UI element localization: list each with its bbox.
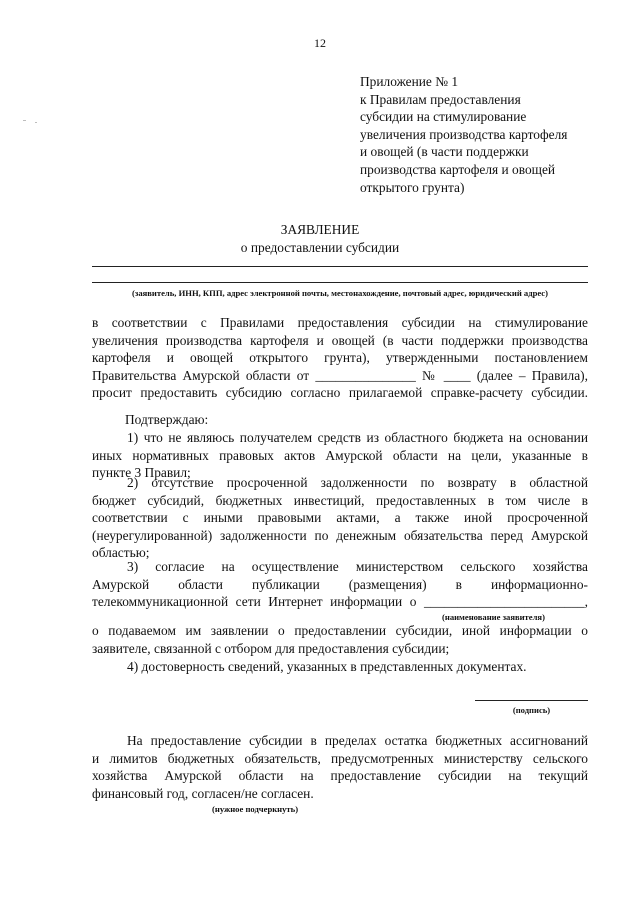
final-paragraph — [92, 732, 588, 802]
document-subtitle: о предоставлении субсидии — [240, 240, 400, 255]
text-line: в соответствии с Правилами предоставления субсидии на стимулирование — [92, 315, 588, 330]
applicant-line[interactable] — [92, 282, 588, 283]
item-3 — [92, 558, 588, 611]
text-line: о подаваемом им заявлении о предоставлении субсидии, иной информации о — [92, 623, 588, 638]
appendix-line: производства картофеля и овощей — [360, 161, 556, 177]
applicant-caption: (заявитель, ИНН, КПП, адрес электронной почты, местонахождение, почтовый адрес, юридический адрес) — [132, 288, 548, 298]
text-line: На предоставление субсидии в пределах остатка бюджетных ассигнований — [127, 733, 588, 748]
item-4: 4) достоверность сведений, указанных в представленных документах. — [127, 659, 527, 674]
appendix-line: открытого грунта) — [360, 179, 465, 195]
appendix-line: увеличения производства картофеля — [360, 126, 568, 142]
text-line: 2) отсутствие просроченной задолженности по возврату в областной — [127, 475, 588, 490]
applicant-line[interactable] — [92, 266, 588, 267]
text-line: соответствии с иными правовыми актами, а также иной просроченной — [92, 510, 588, 526]
text-line: (неурегулированной) задолженности по денежным обязательства перед Амурской — [92, 527, 588, 543]
text-line: увеличения производства картофеля и овощей (в части поддержки производства — [92, 332, 588, 348]
item-2 — [92, 474, 588, 562]
text-line: бюджет субсидий, бюджетных инвестиций, предоставленных в том числе в — [92, 492, 588, 508]
text-line: хозяйства Амурской области на предоставление субсидии на текущий — [92, 768, 588, 784]
text-line: и лимитов бюджетных обязательств, предусмотренных министерству сельского — [92, 750, 588, 766]
text-line: заявителе, связанной с отбором для предоставления субсидии; — [92, 640, 450, 656]
intro-paragraph — [92, 314, 588, 402]
item-3-continued — [92, 622, 588, 657]
text-line: телекоммуникационной сети Интернет информации о ________________________, — [92, 594, 588, 610]
text-line: иных нормативных правовых актов Амурской области на цели, указанные в — [92, 447, 588, 463]
text-line: Амурской области публикации (размещения) в информационно- — [92, 576, 588, 592]
text-line: 1) что не являюсь получателем средств из областного бюджета на основании — [127, 430, 588, 445]
appendix-line: субсидии на стимулирование — [360, 109, 527, 125]
text-line: пункте 3 Правил; — [92, 465, 191, 481]
scan-mark — [23, 120, 26, 121]
text-line: просит предоставить субсидию согласно прилагаемой справке-расчету субсидии. — [92, 385, 588, 401]
appendix-line: и овощей (в части поддержки — [360, 144, 529, 160]
text-line: Правительства Амурской области от _______________ № ____ (далее – Правила), — [92, 367, 588, 383]
scan-mark — [35, 122, 37, 123]
text-line: областью; — [92, 545, 150, 561]
appendix-block — [360, 73, 600, 196]
applicant-name-caption: (наименование заявителя) — [442, 612, 545, 622]
page-number: 12 — [314, 36, 326, 50]
text-line: картофеля и овощей открытого грунта), утвержденными постановлением — [92, 350, 588, 366]
appendix-line: Приложение № 1 — [360, 74, 459, 89]
document-title: ЗАЯВЛЕНИЕ — [280, 222, 360, 237]
text-line: финансовый год, согласен/не согласен. — [92, 785, 314, 801]
text-line: 3) согласие на осуществление министерством сельского хозяйства — [127, 559, 588, 574]
confirm-heading: Подтверждаю: — [125, 412, 209, 427]
appendix-line: к Правилам предоставления — [360, 91, 521, 107]
underline-caption: (нужное подчеркнуть) — [212, 804, 299, 814]
signature-line[interactable] — [475, 700, 588, 701]
signature-caption: (подпись) — [512, 705, 551, 715]
